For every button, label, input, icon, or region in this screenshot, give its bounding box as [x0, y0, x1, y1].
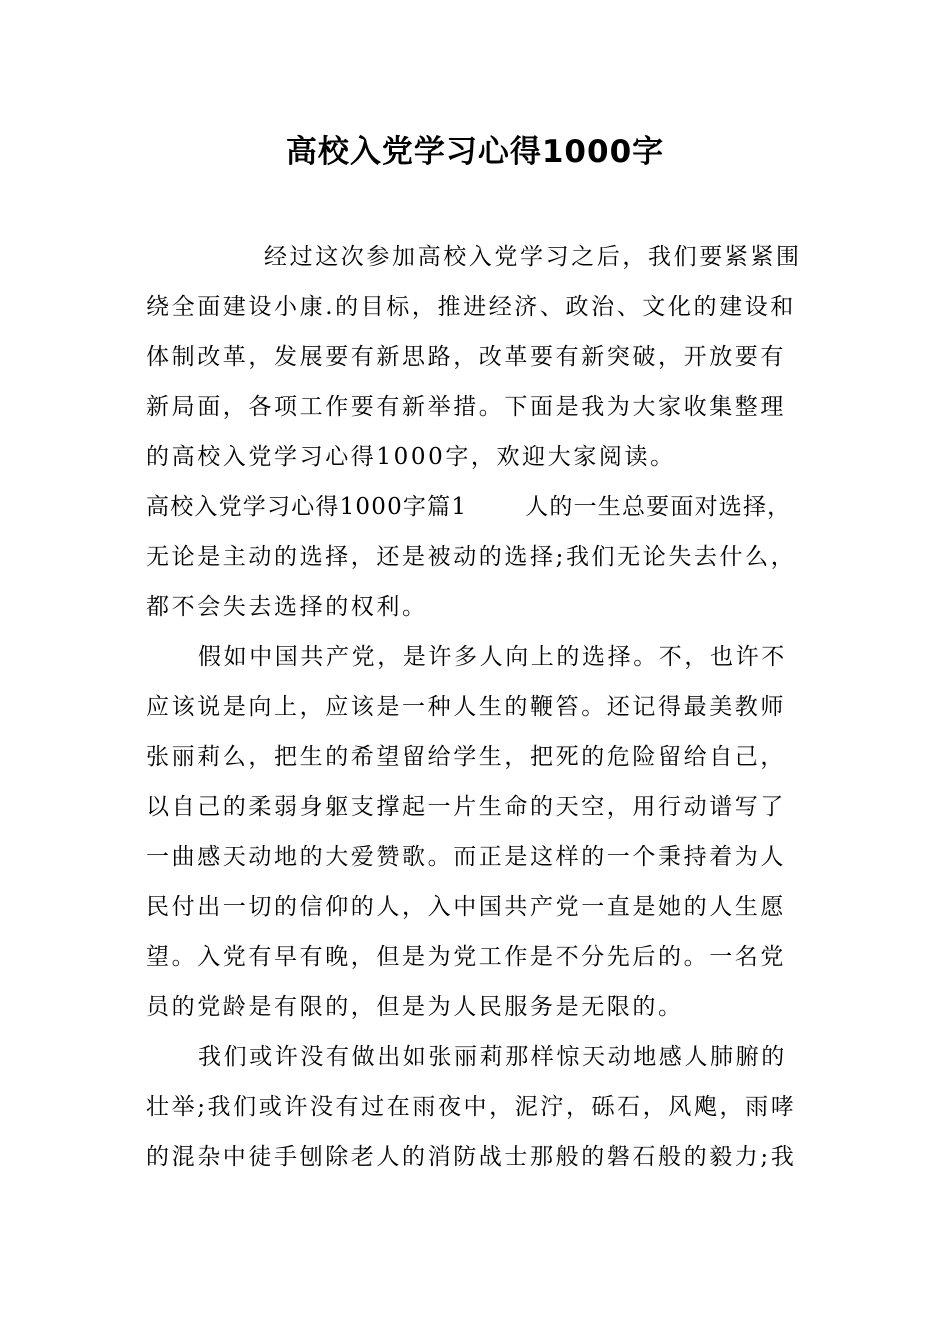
paragraph-line: 的混杂中徒手刨除老人的消防战士那般的磐石般的毅力;我 — [146, 1144, 797, 1170]
paragraph-line: 员的党龄是有限的，但是为人民服务是无限的。 — [146, 994, 684, 1020]
paragraph-line: 以自己的柔弱身躯支撑起一片生命的天空，用行动谱写了 — [146, 794, 786, 820]
paragraph-line: 望。入党有早有晚，但是为党工作是不分先后的。一名党 — [146, 944, 786, 970]
paragraph-line: 民付出一切的信仰的人，入中国共产党一直是她的人生愿 — [146, 894, 786, 920]
paragraph-line: 我们或许没有做出如张丽莉那样惊天动地感人肺腑的 — [198, 1044, 787, 1070]
document-title: 高校入党学习心得1000字 — [285, 134, 665, 170]
paragraph-line: 经过这次参加高校入党学习之后，我们要紧紧围 — [264, 244, 802, 270]
paragraph-line: 张丽莉么，把生的希望留给学生，把死的危险留给自己， — [146, 744, 786, 770]
section-heading: 高校入党学习心得1000字篇1 — [146, 494, 468, 520]
paragraph-line: 假如中国共产党，是许多人向上的选择。不，也许不 — [198, 644, 787, 670]
section-heading-line — [146, 482, 826, 532]
paragraph-line: 一曲感天动地的大爱赞歌。而正是这样的一个秉持着为人 — [146, 844, 786, 870]
paragraph-line: 绕全面建设小康.的目标，推进经济、政治、文化的建设和 — [146, 294, 796, 320]
paragraph-line: 无论是主动的选择，还是被动的选择;我们无论失去什么， — [146, 544, 797, 570]
paragraph-line: 壮举;我们或许没有过在雨夜中，泥泞，砾石，风飑，雨哮 — [146, 1094, 797, 1120]
paragraph-line: 新局面，各项工作要有新举措。下面是我为大家收集整理 — [146, 394, 786, 420]
section-first-text: 人的一生总要面对选择， — [525, 494, 792, 520]
paragraph-line: 应该说是向上，应该是一种人生的鞭笞。还记得最美教师 — [146, 694, 786, 720]
paragraph-line: 的高校入党学习心得1000字，欢迎大家阅读。 — [146, 444, 676, 470]
paragraph-line: 体制改革，发展要有新思路，改革要有新突破，开放要有 — [146, 344, 786, 370]
paragraph-line: 都不会失去选择的权利。 — [146, 594, 428, 620]
